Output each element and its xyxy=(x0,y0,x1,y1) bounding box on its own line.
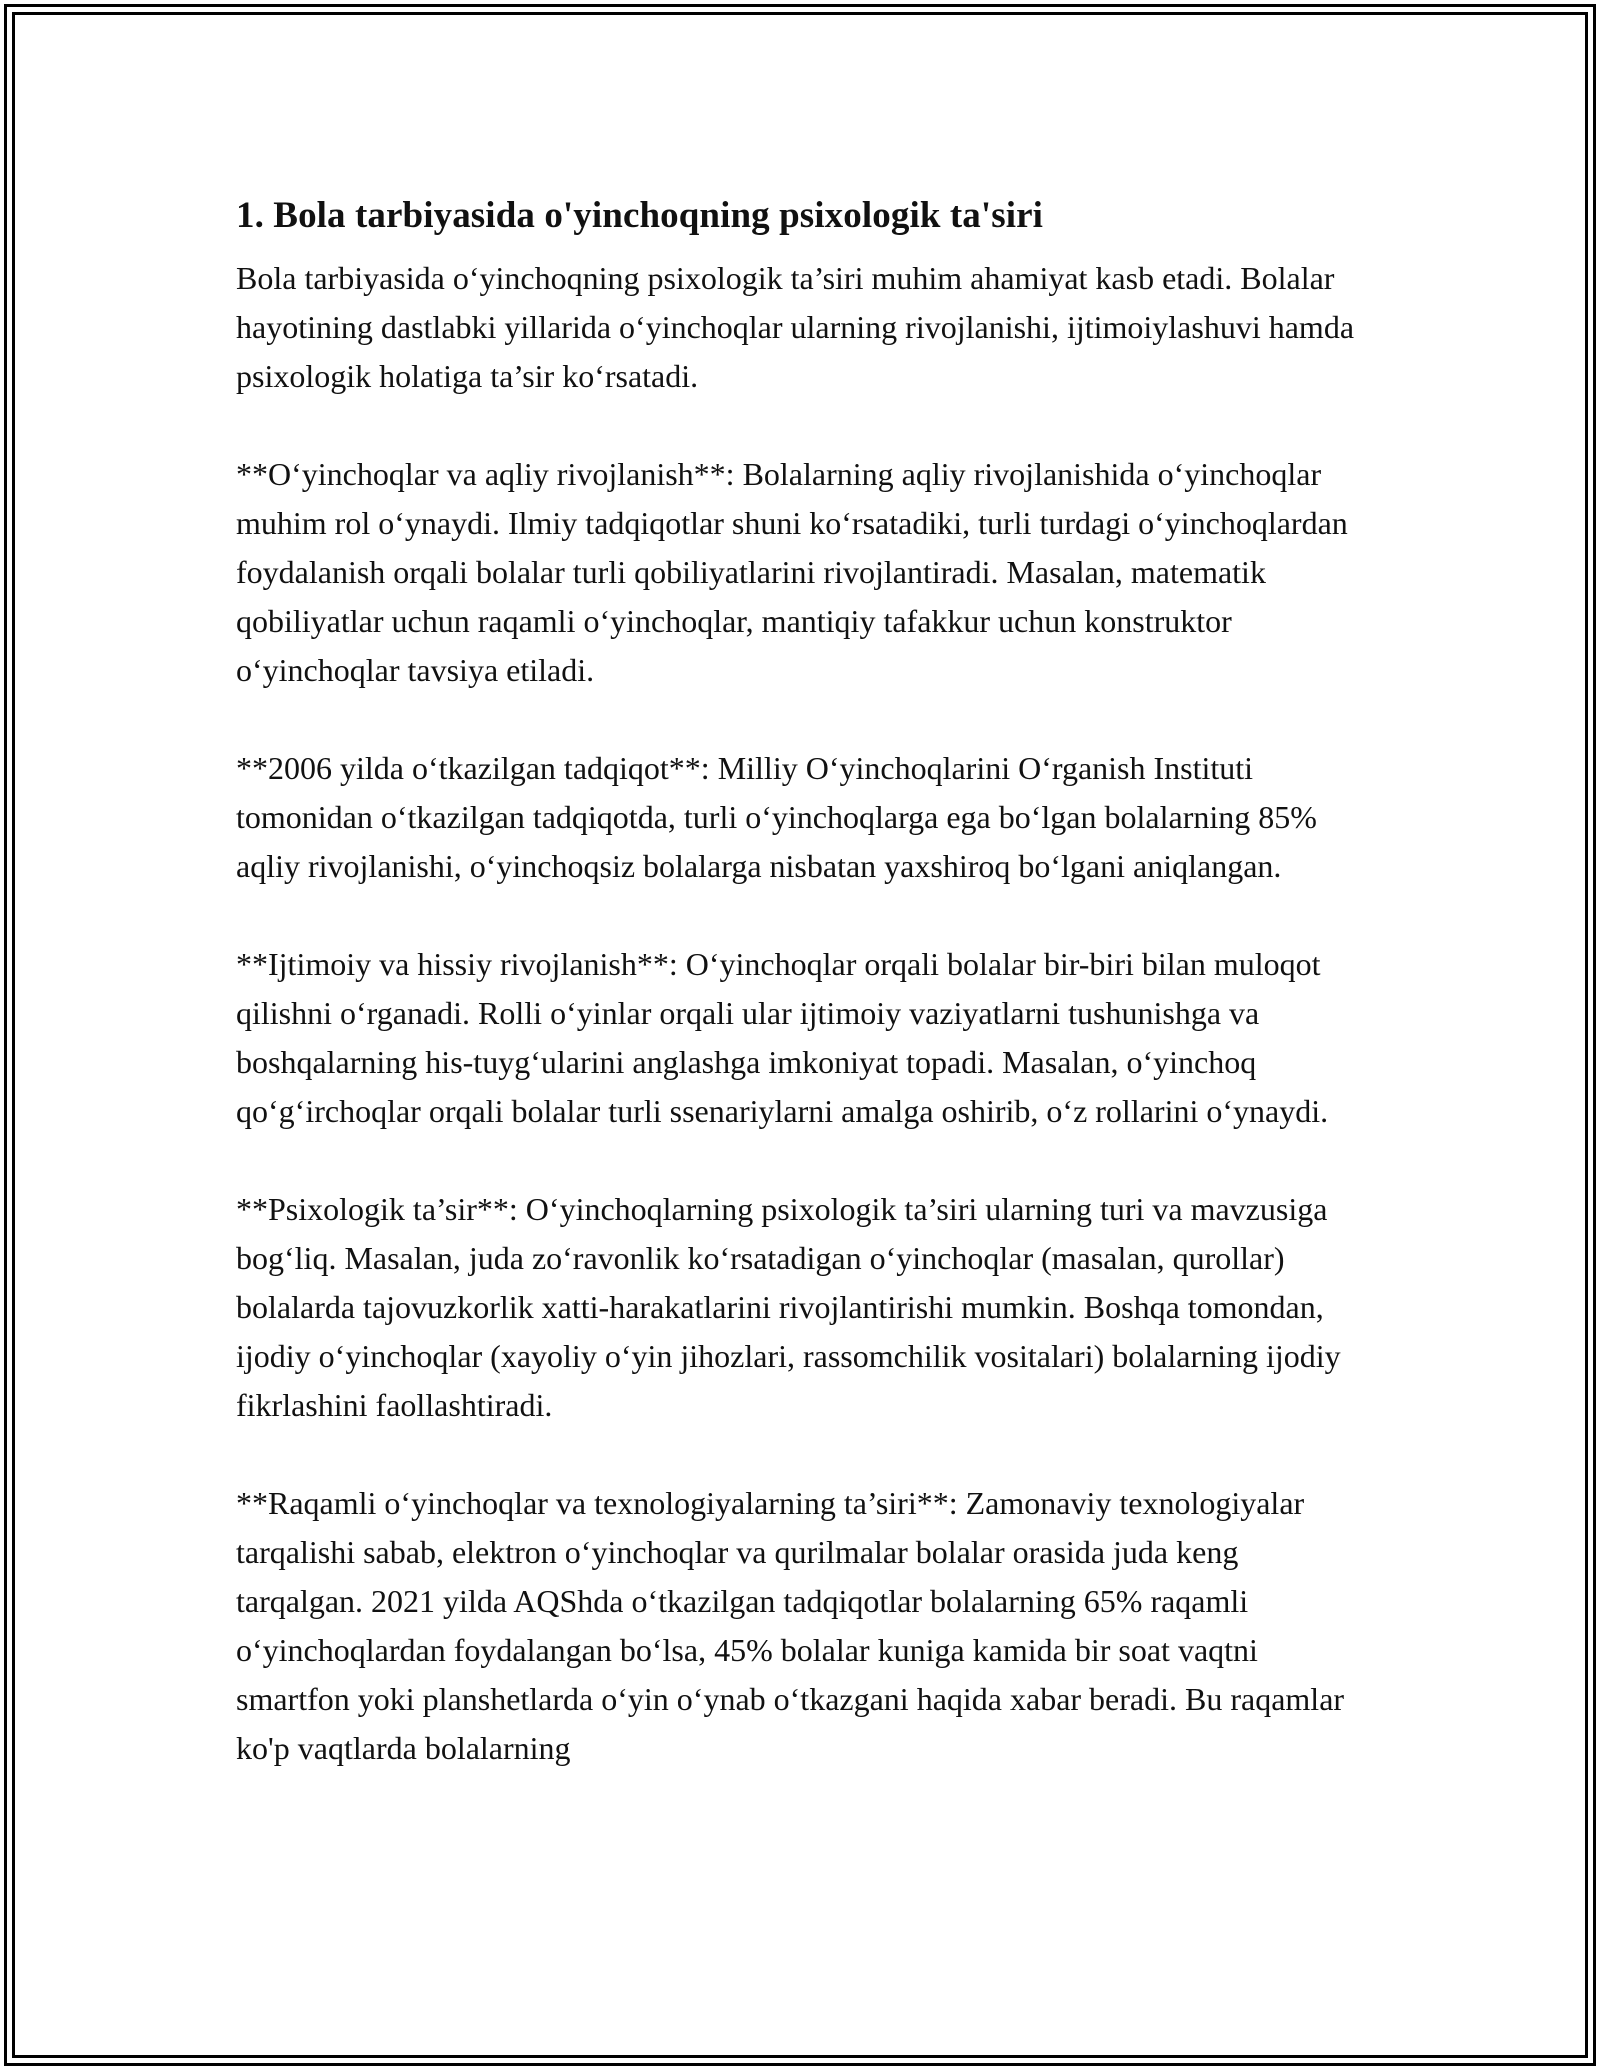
paragraph-intro: Bola tarbiyasida o‘yinchoqning psixologik ta’siri muhim ahamiyat kasb etadi. Bolalar hayotining dastlabki yillarida o‘yinchoqlar ularning rivojlanishi, ijtimoiylashuvi hamda psixologik holatiga ta’sir ko‘rsatadi. xyxy=(236,260,1355,394)
paragraph-2006-study: **2006 yilda o‘tkazilgan tadqiqot**: Milliy O‘yinchoqlarini O‘rganish Instituti tomonidan o‘tkazilgan tadqiqotda, turli o‘yinchoqlarga ega bo‘lgan bolalarning 85% aqliy rivojlanishi, o‘yinchoqsiz bolalarga nisbatan yaxshiroq bo‘lgani aniqlangan. xyxy=(236,750,1317,884)
paragraph-psychological-effect: **Psixologik ta’sir**: O‘yinchoqlarning psixologik ta’siri ularning turi va mavzusiga bog‘liq. Masalan, juda zo‘ravonlik ko‘rsatadigan o‘yinchoqlar (masalan, qurollar) bolalarda tajovuzkorlik xatti-harakatlarini rivojlantirishi mumkin. Boshqa tomondan, ijodiy o‘yinchoqlar (xayoliy o‘yin jihozlari, rassomchilik vositalari) bolalarning ijodiy fikrlashini faollashtiradi. xyxy=(236,1191,1341,1423)
paragraph-mental-development: **O‘yinchoqlar va aqliy rivojlanish**: Bolalarning aqliy rivojlanishida o‘yinchoqlar muhim rol o‘ynaydi. Ilmiy tadqiqotlar shuni ko‘rsatadiki, turli turdagi o‘yinchoqlardan foydalanish orqali bolalar turli qobiliyatlarini rivojlantiradi. Masalan, matematik qobiliyatlar uchun raqamli o‘yinchoqlar, mantiqiy tafakkur uchun konstruktor o‘yinchoqlar tavsiya etiladi. xyxy=(236,456,1348,688)
paragraph-social-emotional: **Ijtimoiy va hissiy rivojlanish**: O‘yinchoqlar orqali bolalar bir-biri bilan muloqot qilishni o‘rganadi. Rolli o‘yinlar orqali ular ijtimoiy vaziyatlarni tushunishga va boshqalarning his-tuyg‘ularini anglashga imkoniyat topadi. Masalan, o‘yinchoq qo‘g‘irchoqlar orqali bolalar turli ssenariylarni amalga oshirib, o‘z rollarini o‘ynaydi. xyxy=(236,946,1329,1129)
section-title: 1. Bola tarbiyasida o'yinchoqning psixologik ta'siri xyxy=(236,195,1044,236)
document-body xyxy=(236,186,1366,1773)
paragraph-digital-toys: **Raqamli o‘yinchoqlar va texnologiyalarning ta’siri**: Zamonaviy texnologiyalar tarqalishi sabab, elektron o‘yinchoqlar va qurilmalar bolalar orasida juda keng tarqalgan. 2021 yilda AQShda o‘tkazilgan tadqiqotlar bolalarning 65% raqamli o‘yinchoqlardan foydalangan bo‘lsa, 45% bolalar kuniga kamida bir soat vaqtni smartfon yoki planshetlarda o‘yin o‘ynab o‘tkazgani haqida xabar beradi. Bu raqamlar ko'p vaqtlarda bolalarning xyxy=(236,1485,1345,1766)
